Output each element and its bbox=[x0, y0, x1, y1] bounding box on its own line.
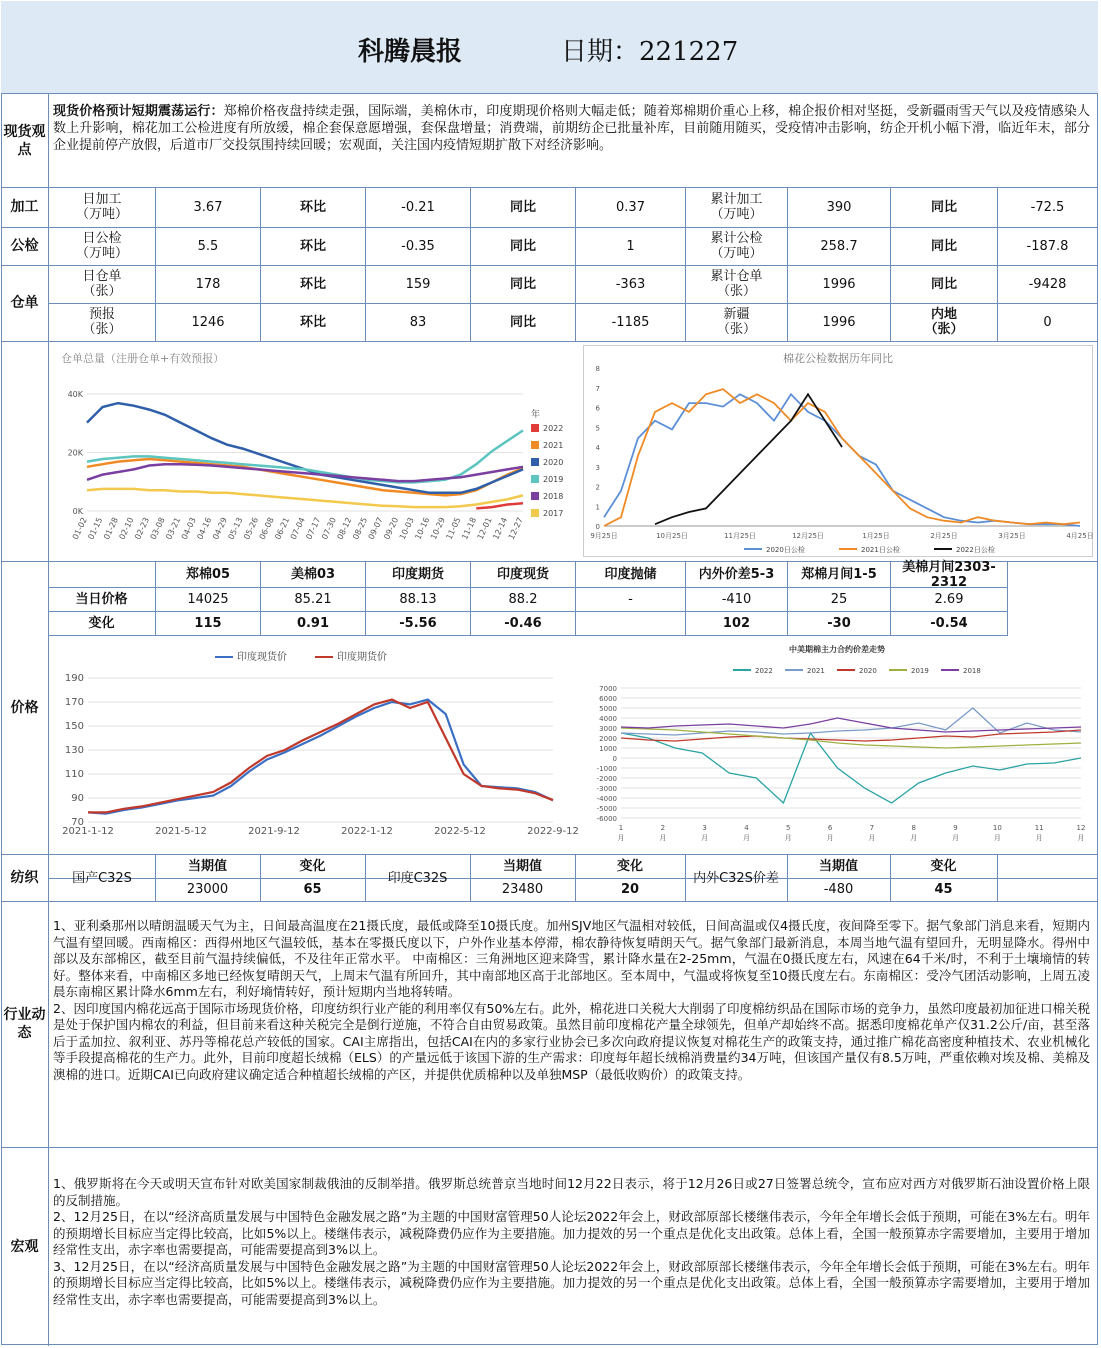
y-tick-label: 70 bbox=[71, 817, 84, 828]
price-header-0: 郑棉05 bbox=[185, 567, 231, 582]
spot-view-body: 郑棉价格夜盘持续走强，国际端，美棉休市，印度期现价格则大幅走低；随着郑棉期价重心上移，棉企报价相对坚挺，受新疆雨雪天气以及疫情感染人数上升影响，棉花加工公检进度有所放缓，棉企套保意愿增强，套保盘增量；消费端，前期纺企已批量补库，目前随用随买，受疫情冲击影响，纺企开机小幅下滑，临近年末，部分企业提前停产放假，后道市厂交投氛围持续回暖；宏观面，关注国内疫情短期扩散下对经济影响。 bbox=[53, 104, 1090, 153]
india-price-chart bbox=[55, 640, 579, 850]
stats-cell: 同比 bbox=[930, 276, 957, 292]
price-today-value: 88.2 bbox=[508, 591, 538, 607]
x-tick-label: 05-13 bbox=[226, 516, 245, 541]
stats-cell: 日仓单 （张） bbox=[82, 269, 122, 299]
spot-view-text bbox=[53, 103, 1090, 154]
x-tick-label: 06-08 bbox=[257, 516, 276, 541]
x-tick-label: 10月25日 bbox=[656, 532, 688, 540]
stats-cell: 1246 bbox=[191, 314, 225, 330]
x-tick-label: 11 bbox=[1034, 824, 1044, 832]
x-tick-label: 月 bbox=[826, 834, 834, 842]
legend-swatch bbox=[531, 441, 539, 449]
x-tick-label: 月 bbox=[868, 834, 876, 842]
x-tick-label: 10-16 bbox=[413, 516, 432, 541]
stats-cell: -363 bbox=[615, 276, 646, 292]
price-change-value: -0.46 bbox=[504, 615, 542, 631]
x-tick-label: 月 bbox=[701, 834, 709, 842]
x-tick-label: 3 bbox=[702, 824, 707, 832]
x-tick-label: 07-30 bbox=[319, 516, 338, 541]
stats-cell: 0 bbox=[1043, 314, 1052, 330]
yarn-india-value: 23480 bbox=[501, 882, 544, 897]
industry-news bbox=[53, 918, 1090, 1083]
y-tick-label: 190 bbox=[64, 673, 84, 684]
legend-label: 2020 bbox=[543, 458, 564, 467]
y-tick-label: -4000 bbox=[596, 795, 617, 803]
x-tick-label: 2 bbox=[660, 824, 666, 832]
series-line-2018 bbox=[87, 464, 523, 481]
report-header bbox=[1, 1, 1098, 94]
x-tick-label: 8 bbox=[911, 824, 916, 832]
column-divider bbox=[155, 561, 156, 635]
cn-us-spread-chart bbox=[583, 640, 1093, 850]
price-header-7: 美棉月间2303-2312 bbox=[902, 559, 996, 590]
x-tick-label: 03-21 bbox=[164, 516, 183, 541]
price-change-value: -5.56 bbox=[399, 615, 437, 631]
column-divider bbox=[890, 854, 891, 901]
divider bbox=[1, 341, 1098, 342]
yarn-domestic-value: 23000 bbox=[186, 882, 229, 897]
stats-cell: 日公检 （万吨） bbox=[75, 231, 128, 261]
legend-label: 2018 bbox=[543, 492, 564, 501]
label-price: 价格 bbox=[10, 699, 39, 716]
stats-cell: 258.7 bbox=[820, 238, 858, 254]
legend-label: 2021 bbox=[543, 441, 564, 450]
stats-cell: 1 bbox=[626, 238, 635, 254]
legend-swatch bbox=[531, 424, 539, 432]
warehouse-total-chart bbox=[55, 346, 565, 558]
x-tick-label: 04-03 bbox=[179, 516, 198, 541]
legend-label: 印度期货价 bbox=[337, 652, 387, 663]
stats-cell: -72.5 bbox=[1030, 199, 1065, 215]
price-change-value: 102 bbox=[722, 615, 751, 631]
stats-cell: 同比 bbox=[930, 238, 957, 254]
y-tick-label: 2000 bbox=[599, 735, 617, 743]
column-divider bbox=[575, 561, 576, 635]
column-divider bbox=[890, 561, 891, 635]
x-tick-label: 5 bbox=[786, 824, 791, 832]
stats-cell: 环比 bbox=[299, 199, 326, 215]
label-macro: 宏观 bbox=[10, 1238, 39, 1255]
column-divider bbox=[997, 187, 998, 341]
x-tick-label: 月 bbox=[952, 834, 960, 842]
stats-cell: 环比 bbox=[299, 314, 326, 330]
stats-cell: -0.35 bbox=[401, 238, 435, 254]
yarn-header-change: 变化 bbox=[299, 859, 326, 874]
price-today-value: 85.21 bbox=[294, 591, 332, 607]
x-tick-label: 月 bbox=[910, 834, 918, 842]
price-header-4: 印度抛储 bbox=[604, 567, 657, 582]
x-tick-label: 06-21 bbox=[273, 516, 292, 541]
x-tick-label: 2022-5-12 bbox=[434, 826, 486, 837]
inspection-yoy-chart bbox=[583, 345, 1093, 557]
stats-cell: 1996 bbox=[822, 276, 856, 292]
legend-label: 2022 bbox=[543, 424, 564, 433]
y-tick-label: 5000 bbox=[599, 705, 617, 713]
legend-label: 2020日公检 bbox=[766, 546, 805, 554]
x-tick-label: 月 bbox=[1035, 834, 1043, 842]
legend-label: 2021 bbox=[807, 667, 825, 675]
x-tick-label: 1月25日 bbox=[862, 532, 890, 540]
stats-cell: 1996 bbox=[822, 314, 856, 330]
x-tick-label: 11-05 bbox=[444, 516, 463, 541]
y-tick-label: 8 bbox=[595, 365, 600, 373]
stats-cell: 新疆 （张） bbox=[716, 307, 756, 337]
x-tick-label: 3月25日 bbox=[998, 532, 1026, 540]
price-header-5: 内外价差5-3 bbox=[698, 567, 775, 582]
stats-cell: 环比 bbox=[299, 238, 326, 254]
series-line-2020日公检 bbox=[604, 394, 1080, 526]
x-tick-label: 7 bbox=[869, 824, 875, 832]
yarn-header-current: 当期值 bbox=[502, 859, 542, 874]
column-divider bbox=[685, 561, 686, 635]
column-divider bbox=[365, 854, 366, 901]
y-tick-label: 7000 bbox=[599, 685, 617, 693]
stats-cell: 累计加工 （万吨） bbox=[710, 192, 763, 222]
price-today-value: -410 bbox=[721, 591, 752, 607]
x-tick-label: 2022-1-12 bbox=[341, 826, 393, 837]
y-tick-label: 0 bbox=[612, 755, 617, 763]
y-tick-label: 3 bbox=[595, 463, 600, 472]
label-spot: 现货观点 bbox=[3, 123, 46, 158]
stats-cell: 内地 （张） bbox=[924, 307, 964, 337]
x-tick-label: 08-25 bbox=[351, 516, 370, 541]
x-tick-label: 04-29 bbox=[210, 516, 229, 541]
legend-swatch bbox=[531, 458, 539, 466]
yarn-header-current: 当期值 bbox=[187, 859, 227, 874]
y-tick-label: 170 bbox=[64, 697, 84, 708]
column-divider bbox=[685, 187, 686, 341]
y-tick-label: 130 bbox=[64, 745, 84, 756]
x-tick-label: 9月25日 bbox=[590, 532, 618, 540]
x-tick-label: 4 bbox=[744, 824, 749, 832]
series-line-2019 bbox=[87, 430, 523, 482]
x-tick-label: 08-12 bbox=[335, 516, 354, 541]
yarn-spread-change: 45 bbox=[934, 882, 953, 897]
column-divider bbox=[997, 854, 998, 901]
divider bbox=[1, 1147, 1098, 1148]
price-header-2: 印度期货 bbox=[391, 567, 444, 582]
prices-corner bbox=[49, 562, 154, 587]
x-tick-label: 02-23 bbox=[133, 516, 152, 541]
column-divider bbox=[575, 854, 576, 901]
column-divider bbox=[470, 561, 471, 635]
price-change-value: -0.54 bbox=[930, 615, 968, 631]
series-line-2020 bbox=[87, 403, 523, 493]
column-divider bbox=[685, 854, 686, 901]
series-line-印度期货价 bbox=[88, 700, 553, 813]
label-yarn: 纺织 bbox=[10, 869, 39, 886]
legend-swatch bbox=[531, 492, 539, 500]
spot-view-lead: 现货价格预计短期震荡运行： bbox=[53, 104, 224, 119]
macro-paragraph-2: 2、12月25日，在以“经济高质量发展与中国特色金融发展之路”为主题的中国财富管理50人论坛2022年会上，财政部原部长楼继伟表示，今年全年增长会低于预期，可能在3%左右。明年的预期增长目标应当定得比较高，比如5%以上。楼继伟表示，减税降费仍应作为主要措施。加力提效的另一个重点是优化支出政策。总体上看，全国一般预算赤字需要增加，主要用于增加经常性支出，赤字率也需要提高，可能需要提高到3%以上。 bbox=[53, 1209, 1090, 1257]
y-tick-label: 7 bbox=[595, 384, 600, 393]
x-tick-label: 月 bbox=[742, 834, 750, 842]
yarn-header-change: 变化 bbox=[616, 859, 643, 874]
x-tick-label: 2021-5-12 bbox=[155, 826, 207, 837]
column-divider bbox=[365, 187, 366, 341]
yarn-domestic-change: 65 bbox=[303, 882, 322, 897]
column-divider bbox=[155, 187, 156, 341]
legend-title: 年 bbox=[531, 410, 541, 420]
price-today-value: 25 bbox=[830, 591, 848, 607]
column-divider bbox=[470, 854, 471, 901]
column-divider bbox=[890, 187, 891, 341]
x-tick-label: 09-20 bbox=[382, 516, 401, 541]
column-divider bbox=[787, 561, 788, 635]
stats-cell: 累计仓单 （张） bbox=[710, 269, 763, 299]
column-divider bbox=[787, 854, 788, 901]
yarn-domestic-c32s: 国产C32S bbox=[72, 870, 132, 886]
stats-cell: 159 bbox=[405, 276, 431, 292]
x-tick-label: 2021-9-12 bbox=[248, 826, 300, 837]
stats-cell: 同比 bbox=[930, 199, 957, 215]
stats-cell: 环比 bbox=[299, 276, 326, 292]
stats-cell: 390 bbox=[826, 199, 852, 215]
x-tick-label: 月 bbox=[993, 834, 1001, 842]
legend-label: 2022日公检 bbox=[956, 546, 995, 554]
industry-paragraph-1: 1、亚利桑那州以晴朗温暖天气为主，日间最高温度在21摄氏度，最低或降至10摄氏度。加州SJV地区气温相对较低，日间高温或仅4摄氏度，夜间降至零下。据气象部门消息来看，短期内气温有望回暖。西南棉区：西得州地区气温较低，基本在零摄氏度以下，户外作业基本停滞，棉农静待恢复晴朗天气。据气象部门最新消息，本周当地气温有望回升，无明显降水。得州中部以及东部棉区，截至目前气温持续偏低，不及往年正常水平。 中南棉区：三角洲地区迎来降雪，累计降水量在2-25mm，气温在0摄氏度左右，风速在64千米/时，不利于土壤墒情的转好。整体来看，中南棉区多地已经恢复晴朗天气，上周末气温有所回升，其中南部地区高于北部地区。至本周中，气温或将恢复至10摄氏度左右。东南棉区：受冷气团活动影响，上周五凌晨东南棉区累计降水6mm左右，利好墒情转好，预计短期内当地将转晴。 bbox=[53, 918, 1090, 999]
y-tick-label: 2 bbox=[595, 483, 600, 492]
x-tick-label: 月 bbox=[617, 834, 625, 842]
x-tick-label: 12-27 bbox=[506, 516, 525, 541]
x-tick-label: 月 bbox=[784, 834, 792, 842]
label-processing: 加工 bbox=[10, 199, 39, 215]
price-today-value: 2.69 bbox=[934, 591, 964, 607]
macro-paragraph-1: 1、俄罗斯将在今天或明天宣布针对欧美国家制裁俄油的反制举措。俄罗斯总统普京当地时间12月22日表示，将于12月26日或27日签署总统令，宣布应对西方对俄罗斯石油设置价格上限的反制措施。 bbox=[53, 1176, 1090, 1208]
legend-label: 2019 bbox=[543, 475, 564, 484]
y-tick-label: 1000 bbox=[599, 745, 617, 753]
macro-news bbox=[53, 1176, 1090, 1308]
series-line-印度现货价 bbox=[88, 700, 553, 814]
legend-label: 2020 bbox=[859, 667, 877, 675]
x-tick-label: 07-04 bbox=[288, 516, 307, 541]
y-tick-label: 6 bbox=[595, 404, 600, 413]
y-tick-label: 0K bbox=[72, 507, 83, 516]
y-tick-label: 40K bbox=[67, 390, 83, 399]
legend-label: 2018 bbox=[963, 667, 981, 675]
series-line-2021日公检 bbox=[604, 389, 1080, 526]
column-divider bbox=[365, 561, 366, 635]
stats-cell: 0.37 bbox=[616, 199, 645, 215]
x-tick-label: 2月25日 bbox=[930, 532, 958, 540]
yarn-header-current: 当期值 bbox=[818, 859, 858, 874]
y-tick-label: -3000 bbox=[596, 785, 617, 793]
x-tick-label: 07-17 bbox=[304, 516, 323, 541]
column-divider bbox=[155, 854, 156, 901]
stats-cell: -1185 bbox=[611, 314, 650, 330]
legend-label: 2017 bbox=[543, 509, 564, 518]
x-tick-label: 11-18 bbox=[460, 516, 479, 541]
x-tick-label: 1 bbox=[618, 824, 624, 832]
label-industry: 行业动态 bbox=[3, 1007, 46, 1041]
legend-swatch bbox=[531, 509, 539, 517]
y-tick-label: -5000 bbox=[596, 805, 617, 813]
stats-cell: 日加工 （万吨） bbox=[75, 192, 128, 222]
x-tick-label: 01-28 bbox=[101, 516, 120, 541]
stats-cell: 5.5 bbox=[197, 238, 219, 254]
x-tick-label: 09-07 bbox=[366, 516, 385, 541]
price-row-label-today: 当日价格 bbox=[75, 591, 128, 607]
legend-label: 2019 bbox=[911, 667, 929, 675]
stats-cell: 3.67 bbox=[193, 199, 223, 215]
x-tick-label: 10-03 bbox=[397, 516, 416, 541]
y-tick-label: 3000 bbox=[599, 725, 617, 733]
price-today-value: 88.13 bbox=[399, 591, 437, 607]
x-tick-label: 01-02 bbox=[70, 516, 89, 541]
x-tick-label: 2022-9-12 bbox=[527, 826, 579, 837]
y-tick-label: -6000 bbox=[596, 815, 617, 823]
label-warehouse: 仓单 bbox=[10, 295, 39, 311]
divider bbox=[48, 635, 1008, 636]
x-tick-label: 月 bbox=[659, 834, 667, 842]
legend-label: 2022 bbox=[755, 667, 773, 675]
price-today-value: - bbox=[628, 591, 633, 607]
stats-cell: -187.8 bbox=[1026, 238, 1069, 254]
chart-title: 仓单总量（注册仓单+有效预报） bbox=[61, 352, 225, 365]
label-inspection: 公检 bbox=[10, 238, 39, 254]
stats-cell: 178 bbox=[195, 276, 221, 292]
x-tick-label: 2021-1-12 bbox=[62, 826, 114, 837]
stats-cell: -9428 bbox=[1028, 276, 1067, 292]
yarn-spread-value: -480 bbox=[823, 882, 854, 897]
legend-swatch bbox=[531, 475, 539, 483]
price-header-6: 郑棉月间1-5 bbox=[801, 567, 877, 582]
industry-paragraph-2: 2、因印度国内棉花远高于国际市场现货价格，印度纺织行业产能的利用率仅有50%左右。此外，棉花进口关税大大削弱了印度棉纺织品在国际市场的竞争力，虽然印度最初加征进口棉关税是处于保护国内棉农的利益，但目前来看这种关税完全是倒行逆施，不符合自由贸易政策。虽然目前印度棉花产量全球领先，但单产却始终不高。据悉印度棉花单产仅31.2公斤/亩，甚至落后于孟加拉、叙利亚、苏丹等棉花总产较低的国家。CAI主席指出，包括CAI在内的多家行业协会已多次向政府提议恢复对棉花生产的政策支持，通过推广棉花高密度种植技术、农业机械化等手段提高棉花的生产力。此外，目前印度超长绒棉（ELS）的产量远低于该国下游的生产需求：印度每年超长绒棉消费量约34万吨，但该国产量仅有8.5万吨，严重依赖对埃及棉、美棉及澳棉的进口。近期CAI已向政府建议确定适合种植超长绒棉的产区，并提供优质棉种以及单独MSP（最低收购价）的政策支持。 bbox=[53, 1000, 1090, 1082]
price-change-value: 0.91 bbox=[296, 615, 330, 631]
x-tick-label: 12-14 bbox=[491, 516, 510, 541]
yarn-spread-c32s: 内外C32S价差 bbox=[693, 870, 779, 886]
legend-label: 印度现货价 bbox=[237, 652, 287, 663]
x-tick-label: 6 bbox=[827, 824, 833, 832]
column-divider bbox=[787, 187, 788, 341]
x-tick-label: 01-15 bbox=[86, 516, 105, 541]
x-tick-label: 04-16 bbox=[195, 516, 214, 541]
report-title: 科腾晨报 bbox=[358, 37, 463, 67]
macro-paragraph-3: 3、12月25日，在以“经济高质量发展与中国特色金融发展之路”为主题的中国财富管理50人论坛2022年会上，财政部原部长楼继伟表示，今年全年增长会低于预期，可能在3%左右。明年的预期增长目标应当定得比较高，比如5%以上。楼继伟表示，减税降费仍应作为主要措施。加力提效的另一个重点是优化支出政策。总体上看，全国一般预算赤字需要增加，主要用于增加经常性支出，赤字率也需要提高，可能需要提高到3%以上。 bbox=[53, 1258, 1090, 1307]
stats-cell: 83 bbox=[409, 314, 427, 330]
column-divider bbox=[260, 561, 261, 635]
chart-title: 棉花公检数据历年同比 bbox=[783, 352, 893, 365]
stats-cell: 同比 bbox=[509, 238, 536, 254]
x-tick-label: 10-29 bbox=[428, 516, 447, 541]
y-tick-label: 4000 bbox=[599, 715, 617, 723]
x-tick-label: 02-10 bbox=[117, 516, 136, 541]
y-tick-label: 110 bbox=[64, 769, 84, 780]
stats-cell: -0.21 bbox=[401, 199, 435, 215]
y-tick-label: 20K bbox=[67, 448, 83, 458]
legend-label: 2021日公检 bbox=[861, 546, 900, 554]
column-divider bbox=[260, 187, 261, 341]
price-row-label-change: 变化 bbox=[88, 615, 115, 631]
x-tick-label: 03-08 bbox=[148, 516, 167, 541]
price-header-1: 美棉03 bbox=[290, 567, 336, 582]
stats-cell: 同比 bbox=[509, 314, 536, 330]
x-tick-label: 12 bbox=[1076, 824, 1086, 832]
stats-cell: 预报 （张） bbox=[82, 307, 122, 337]
x-tick-label: 9 bbox=[953, 824, 958, 832]
stats-cell: 同比 bbox=[509, 199, 536, 215]
divider bbox=[1, 901, 1098, 902]
column-divider bbox=[575, 187, 576, 341]
x-tick-label: 10 bbox=[992, 824, 1002, 832]
price-today-value: 14025 bbox=[187, 591, 229, 607]
y-tick-label: 1 bbox=[595, 503, 600, 512]
price-change-value bbox=[576, 611, 685, 635]
y-tick-label: 6000 bbox=[599, 695, 617, 703]
price-change-value: 115 bbox=[194, 615, 222, 631]
x-tick-label: 12月25日 bbox=[792, 532, 824, 540]
y-tick-label: 90 bbox=[71, 793, 84, 804]
report-date: 日期：221227 bbox=[561, 37, 739, 67]
y-tick-label: 0 bbox=[595, 523, 600, 531]
price-change-value: -30 bbox=[827, 615, 851, 631]
x-tick-label: 05-26 bbox=[242, 516, 261, 541]
stats-cell: 累计公检 （万吨） bbox=[710, 231, 763, 261]
x-tick-label: 12-01 bbox=[475, 516, 494, 541]
y-tick-label: -2000 bbox=[596, 775, 617, 783]
x-tick-label: 11月25日 bbox=[724, 532, 756, 540]
column-divider bbox=[260, 854, 261, 901]
column-divider bbox=[470, 187, 471, 341]
y-tick-label: -1000 bbox=[596, 765, 617, 773]
yarn-india-c32s: 印度C32S bbox=[387, 870, 448, 886]
yarn-india-change: 20 bbox=[620, 882, 640, 897]
x-tick-label: 月 bbox=[1077, 834, 1085, 842]
y-tick-label: 5 bbox=[595, 424, 600, 433]
chart-title: 中美期棉主力合约价差走势 bbox=[789, 645, 885, 654]
x-tick-label: 4月25日 bbox=[1066, 532, 1094, 540]
y-tick-label: 150 bbox=[64, 721, 84, 732]
column-divider bbox=[1007, 561, 1008, 635]
y-tick-label: 4 bbox=[595, 444, 600, 452]
yarn-header-change: 变化 bbox=[930, 859, 957, 874]
price-header-3: 印度现货 bbox=[496, 567, 549, 582]
stats-cell: 同比 bbox=[509, 276, 536, 292]
